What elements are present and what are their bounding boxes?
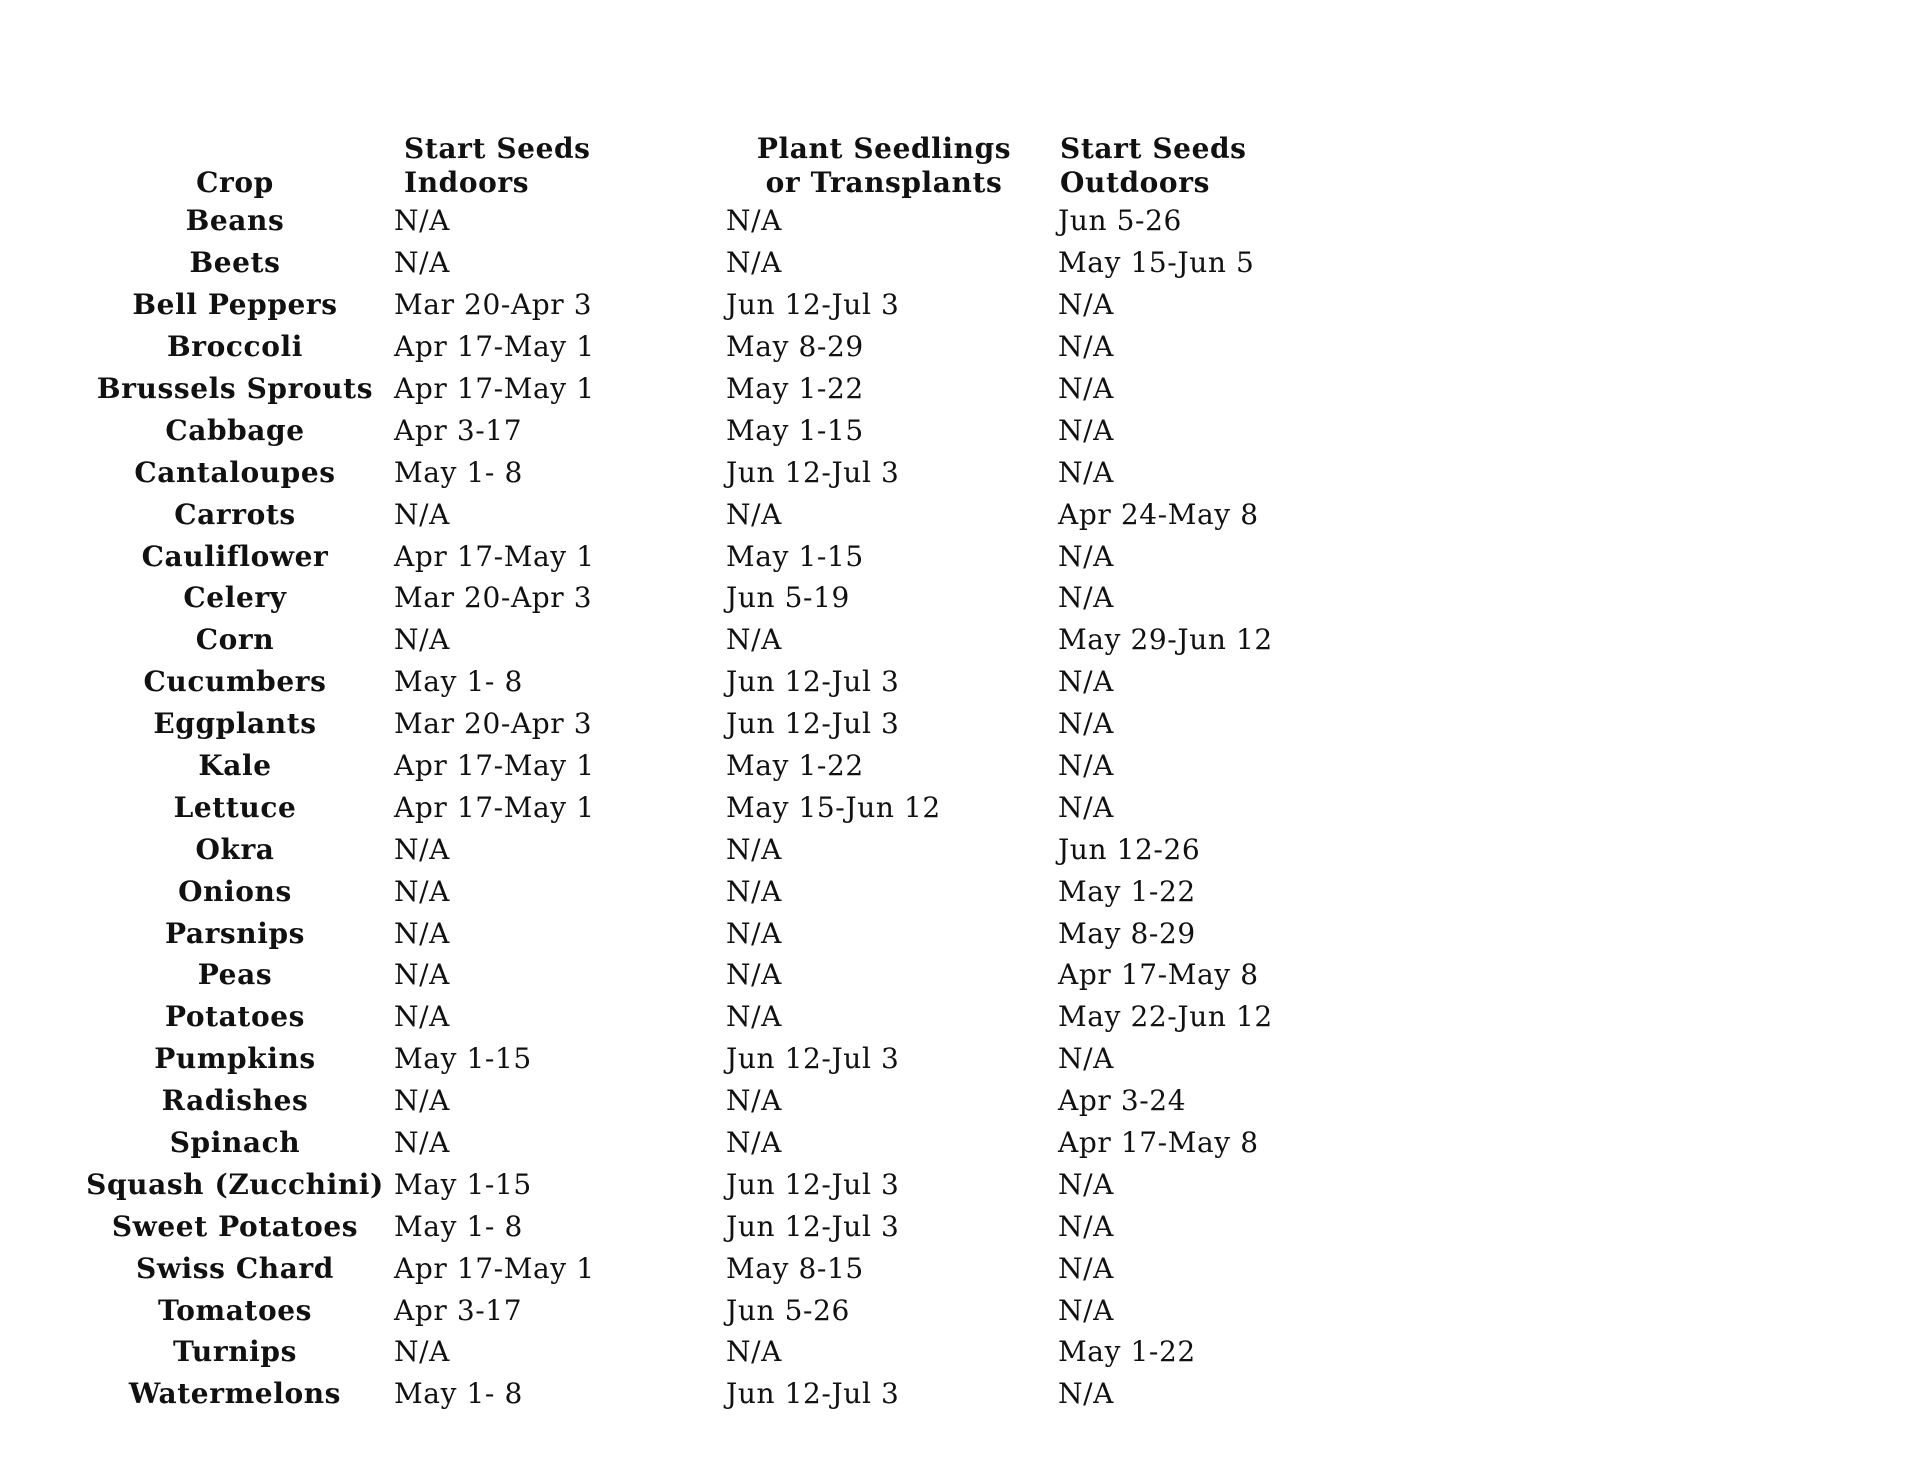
crop-cell: Brussels Sprouts	[96, 372, 374, 405]
outdoors-cell: N/A	[1058, 707, 1114, 741]
indoors-cell: Apr 17-May 1	[394, 749, 595, 783]
transplant-cell: May 1-22	[726, 749, 864, 783]
outdoors-cell: N/A	[1058, 455, 1114, 489]
crop-cell: Sweet Potatoes	[111, 1209, 359, 1243]
outdoors-cell: May 1-22	[1058, 874, 1196, 908]
outdoors-cell: Jun 5-26	[1058, 204, 1182, 238]
table-row	[84, 661, 1404, 703]
crop-cell: Kale	[198, 749, 272, 783]
crop-cell: Cantaloupes	[134, 455, 336, 489]
crop-cell: Onions	[178, 874, 292, 908]
outdoors-cell: N/A	[1058, 1042, 1114, 1076]
indoors-cell: Apr 17-May 1	[394, 790, 595, 824]
outdoors-cell: Apr 17-May 8	[1058, 958, 1259, 992]
planting-schedule-table	[84, 128, 1404, 1415]
outdoors-cell: N/A	[1058, 790, 1114, 824]
transplant-cell: May 1-15	[726, 539, 864, 573]
outdoors-cell: May 15-Jun 5	[1058, 246, 1255, 280]
transplant-cell: Jun 12-Jul 3	[726, 1167, 900, 1201]
indoors-cell: May 1-15	[394, 1042, 532, 1076]
table-row	[84, 577, 1404, 619]
transplant-cell: May 8-15	[726, 1251, 864, 1285]
table-row	[84, 703, 1404, 745]
transplant-cell: May 15-Jun 12	[726, 790, 941, 824]
table-row	[84, 242, 1404, 284]
indoors-cell: Apr 17-May 1	[394, 539, 595, 573]
indoors-cell: N/A	[394, 1084, 450, 1118]
outdoors-cell: N/A	[1058, 1167, 1114, 1201]
transplant-cell: Jun 12-Jul 3	[726, 288, 900, 322]
table-row	[84, 912, 1404, 954]
table-row	[84, 326, 1404, 368]
header-crop: Crop	[196, 166, 274, 199]
crop-cell: Swiss Chard	[136, 1251, 334, 1285]
transplant-cell: Jun 12-Jul 3	[726, 1377, 900, 1411]
outdoors-cell: May 22-Jun 12	[1058, 1000, 1273, 1034]
outdoors-cell: N/A	[1058, 372, 1114, 405]
outdoors-cell: N/A	[1058, 413, 1114, 447]
outdoors-cell: Jun 12-26	[1058, 832, 1201, 866]
indoors-cell: N/A	[394, 958, 450, 992]
crop-cell: Bell Peppers	[132, 288, 338, 322]
outdoors-cell: May 1-22	[1058, 1335, 1196, 1369]
table-row	[84, 535, 1404, 577]
crop-cell: Potatoes	[164, 1000, 306, 1034]
indoors-cell: N/A	[394, 1000, 450, 1034]
transplant-cell: Jun 5-19	[726, 581, 850, 615]
indoors-cell: May 1- 8	[394, 1209, 523, 1243]
transplant-cell: Jun 12-Jul 3	[726, 665, 900, 699]
table-row	[84, 493, 1404, 535]
table-row	[84, 828, 1404, 870]
crop-cell: Cabbage	[165, 413, 305, 447]
table-row	[84, 1163, 1404, 1205]
crop-cell: Watermelons	[128, 1377, 342, 1411]
indoors-cell: May 1- 8	[394, 1377, 523, 1411]
transplant-cell: May 1-15	[726, 413, 864, 447]
indoors-cell: N/A	[394, 623, 450, 657]
indoors-cell: N/A	[394, 916, 450, 950]
outdoors-cell: N/A	[1058, 330, 1114, 364]
table-row	[84, 1247, 1404, 1289]
table-row	[84, 409, 1404, 451]
crop-cell: Pumpkins	[154, 1042, 316, 1076]
crop-cell: Eggplants	[153, 707, 317, 741]
outdoors-cell: N/A	[1058, 581, 1114, 615]
transplant-cell: N/A	[726, 1000, 782, 1034]
transplant-cell: N/A	[726, 246, 782, 280]
table-row	[84, 451, 1404, 493]
crop-cell: Turnips	[173, 1335, 297, 1369]
outdoors-cell: May 29-Jun 12	[1058, 623, 1273, 657]
table-row	[84, 1080, 1404, 1122]
indoors-cell: N/A	[394, 1126, 450, 1160]
transplant-cell: N/A	[726, 1126, 782, 1160]
indoors-cell: N/A	[394, 204, 450, 238]
transplant-cell: Jun 5-26	[726, 1293, 850, 1327]
table-row	[84, 1205, 1404, 1247]
outdoors-cell: N/A	[1058, 1209, 1114, 1243]
table-header-row	[84, 128, 1404, 200]
indoors-cell: Apr 17-May 1	[394, 330, 595, 364]
table-row	[84, 786, 1404, 828]
header-plant-seedlings-line2: or Transplants	[765, 166, 1003, 199]
header-plant-seedlings	[718, 132, 1050, 200]
crop-cell: Radishes	[161, 1084, 309, 1118]
table-row	[84, 1122, 1404, 1164]
indoors-cell: May 1- 8	[394, 455, 523, 489]
crop-cell: Broccoli	[167, 330, 303, 364]
transplant-cell: May 1-22	[726, 372, 864, 405]
table-body	[84, 200, 1404, 1415]
crop-cell: Peas	[197, 958, 273, 992]
crop-cell: Cauliflower	[141, 539, 329, 573]
indoors-cell: Mar 20-Apr 3	[394, 581, 593, 615]
table-row	[84, 1373, 1404, 1415]
crop-cell: Beets	[189, 246, 281, 280]
transplant-cell: N/A	[726, 958, 782, 992]
outdoors-cell: Apr 17-May 8	[1058, 1126, 1259, 1160]
table-row	[84, 745, 1404, 787]
table-row	[84, 1038, 1404, 1080]
transplant-cell: May 8-29	[726, 330, 864, 364]
transplant-cell: N/A	[726, 204, 782, 238]
indoors-cell: Apr 3-17	[394, 1293, 523, 1327]
transplant-cell: Jun 12-Jul 3	[726, 1209, 900, 1243]
indoors-cell: N/A	[394, 874, 450, 908]
outdoors-cell: N/A	[1058, 749, 1114, 783]
crop-cell: Cucumbers	[143, 665, 327, 699]
transplant-cell: N/A	[726, 832, 782, 866]
indoors-cell: N/A	[394, 497, 450, 531]
transplant-cell: N/A	[726, 1335, 782, 1369]
transplant-cell: N/A	[726, 1084, 782, 1118]
outdoors-cell: Apr 24-May 8	[1058, 497, 1259, 531]
transplant-cell: N/A	[726, 874, 782, 908]
table-row	[84, 368, 1404, 410]
outdoors-cell: May 8-29	[1058, 916, 1196, 950]
crop-cell: Lettuce	[173, 790, 297, 824]
indoors-cell: Mar 20-Apr 3	[394, 707, 593, 741]
indoors-cell: Apr 17-May 1	[394, 1251, 595, 1285]
crop-cell: Celery	[183, 581, 287, 615]
indoors-cell: N/A	[394, 1335, 450, 1369]
table-row	[84, 1331, 1404, 1373]
crop-cell: Squash (Zucchini)	[86, 1167, 384, 1201]
header-start-seeds-outdoors: Start Seeds Outdoors	[1060, 132, 1247, 199]
transplant-cell: N/A	[726, 916, 782, 950]
crop-cell: Carrots	[174, 497, 296, 531]
indoors-cell: Apr 3-17	[394, 413, 523, 447]
transplant-cell: Jun 12-Jul 3	[726, 455, 900, 489]
table-row	[84, 954, 1404, 996]
crop-cell: Beans	[185, 204, 285, 238]
transplant-cell: Jun 12-Jul 3	[726, 707, 900, 741]
outdoors-cell: N/A	[1058, 1377, 1114, 1411]
indoors-cell: May 1- 8	[394, 665, 523, 699]
outdoors-cell: Apr 3-24	[1058, 1084, 1187, 1118]
crop-cell: Okra	[195, 832, 275, 866]
header-plant-seedlings-line1: Plant Seedlings	[756, 132, 1012, 165]
table-row	[84, 1289, 1404, 1331]
table-row	[84, 870, 1404, 912]
outdoors-cell: N/A	[1058, 288, 1114, 322]
outdoors-cell: N/A	[1058, 665, 1114, 699]
transplant-cell: N/A	[726, 497, 782, 531]
table-row	[84, 619, 1404, 661]
crop-cell: Parsnips	[164, 916, 306, 950]
indoors-cell: N/A	[394, 832, 450, 866]
transplant-cell: N/A	[726, 623, 782, 657]
indoors-cell: N/A	[394, 246, 450, 280]
crop-cell: Corn	[195, 623, 275, 657]
crop-cell: Tomatoes	[157, 1293, 313, 1327]
header-start-seeds-indoors: Start Seeds Indoors	[404, 132, 591, 199]
indoors-cell: Mar 20-Apr 3	[394, 288, 593, 322]
indoors-cell: Apr 17-May 1	[394, 372, 595, 405]
outdoors-cell: N/A	[1058, 1293, 1114, 1327]
crop-cell: Spinach	[169, 1126, 301, 1160]
indoors-cell: May 1-15	[394, 1167, 532, 1201]
table-row	[84, 284, 1404, 326]
transplant-cell: Jun 12-Jul 3	[726, 1042, 900, 1076]
outdoors-cell: N/A	[1058, 1251, 1114, 1285]
table-row	[84, 200, 1404, 242]
table-row	[84, 996, 1404, 1038]
outdoors-cell: N/A	[1058, 539, 1114, 573]
